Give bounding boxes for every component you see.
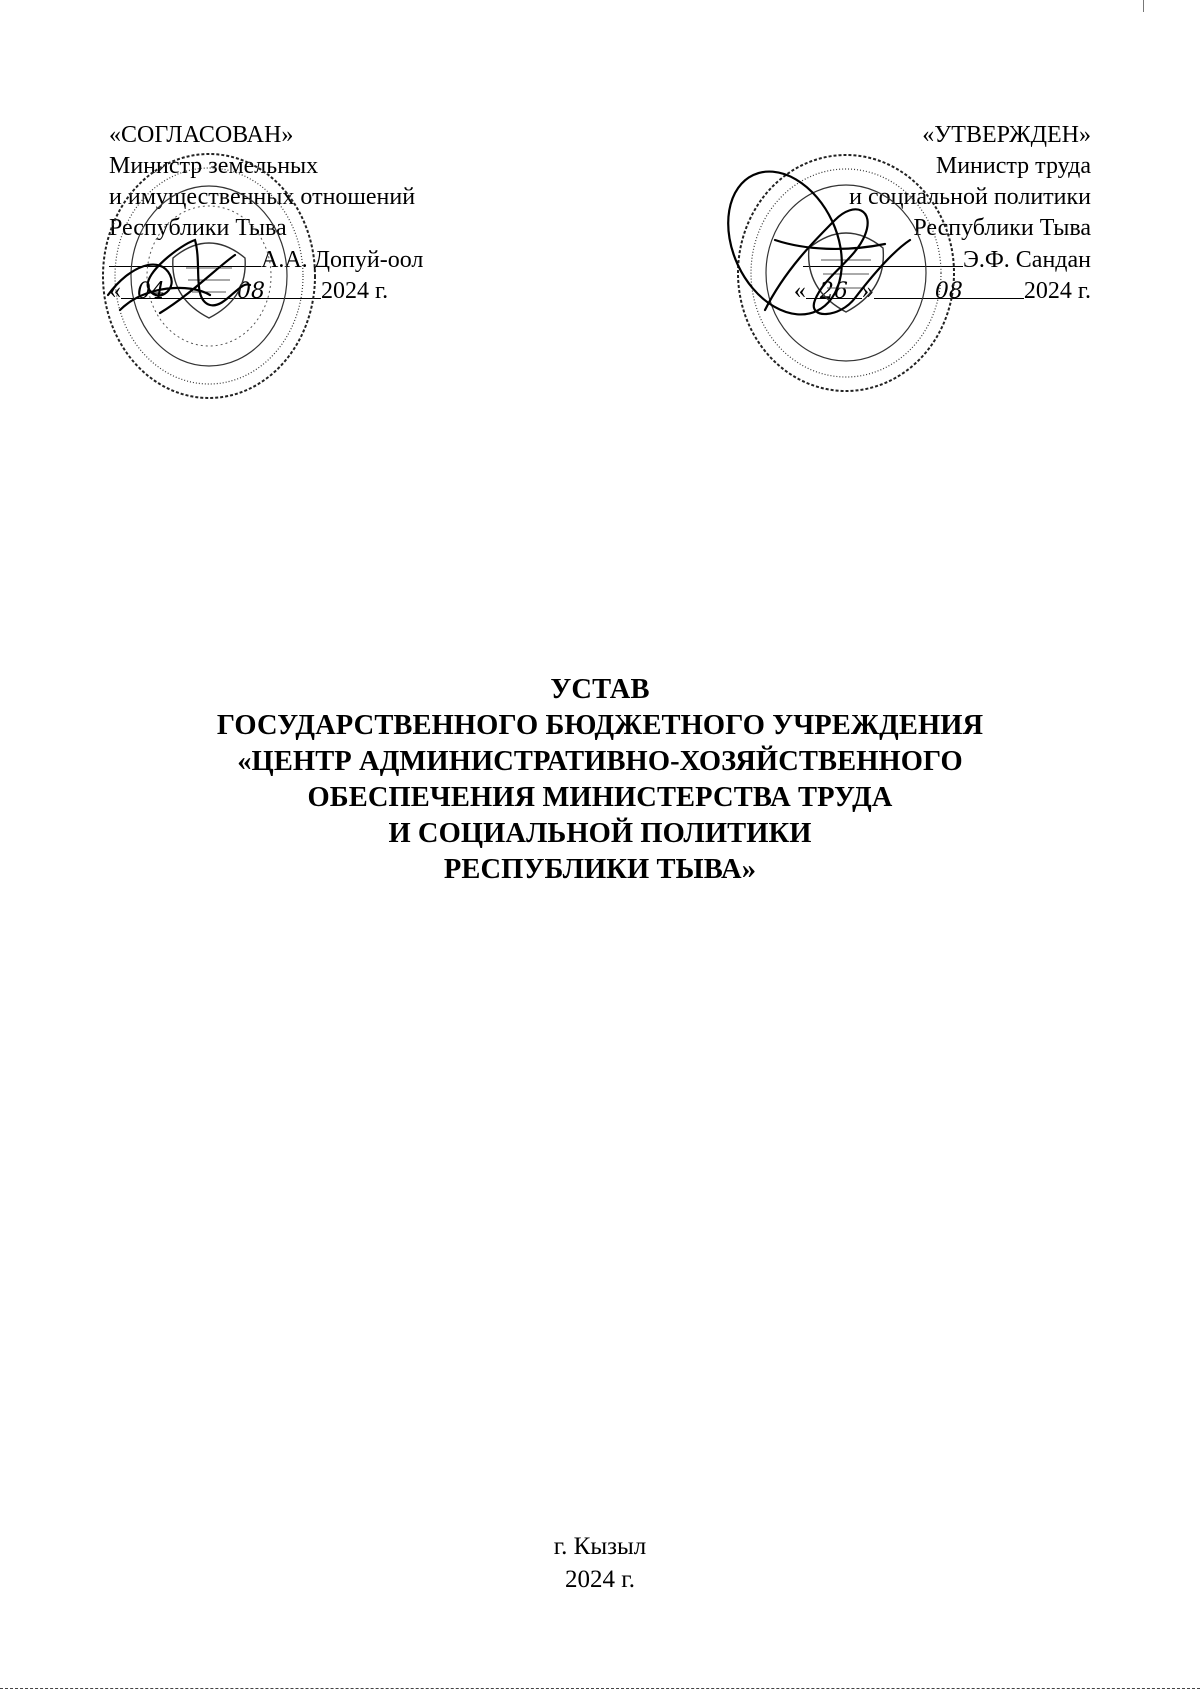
approval-position-line-2: и социальной политики — [849, 184, 1091, 210]
date-close-quote: » — [861, 278, 874, 304]
document-title — [0, 672, 1200, 888]
title-line-4: ОБЕСПЕЧЕНИЯ МИНИСТЕРСТВА ТРУДА — [307, 782, 893, 813]
signature-right-icon — [745, 180, 925, 340]
scan-mark — [1143, 0, 1144, 12]
approval-heading: «УТВЕРЖДЕН» — [922, 122, 1091, 148]
title-line-3: «ЦЕНТР АДМИНИСТРАТИВНО-ХОЗЯЙСТВЕННОГО — [237, 746, 963, 777]
approval-date-year: 2024 г. — [1023, 278, 1091, 304]
agreement-position-line-2: и имущественных отношений — [109, 184, 416, 210]
agreement-heading: «СОГЛАСОВАН» — [109, 122, 294, 148]
footer-city: г. Кызыл — [553, 1533, 647, 1560]
date-open-quote: « — [793, 278, 806, 304]
agreement-date-year: 2024 г. — [321, 278, 389, 304]
document-footer — [0, 1530, 1200, 1596]
approval-position-line-1: Министр труда — [935, 153, 1091, 179]
approval-position-line-3: Республики Тыва — [913, 215, 1091, 241]
date-open-quote: « — [109, 278, 121, 304]
agreement-position-line-1: Министр земельных — [109, 153, 319, 179]
date-day-handwritten: 26 — [819, 279, 848, 304]
title-line-2: ГОСУДАРСТВЕННОГО БЮДЖЕТНОГО УЧРЕЖДЕНИЯ — [216, 710, 984, 741]
date-month-handwritten: 08 — [934, 279, 963, 304]
date-day-handwritten: 04 — [137, 279, 165, 304]
title-line-5: И СОЦИАЛЬНОЙ ПОЛИТИКИ — [388, 818, 812, 849]
title-line-1: УСТАВ — [550, 674, 650, 705]
agreement-signatory: А.А. Допуй-оол — [261, 247, 424, 273]
footer-year: 2024 г. — [565, 1566, 635, 1593]
agreement-position-line-3: Республики Тыва — [109, 215, 287, 241]
approval-signatory: Э.Ф. Сандан — [962, 247, 1091, 273]
scan-bottom-edge — [0, 1688, 1200, 1689]
signature-left-icon — [100, 225, 300, 320]
title-line-6: РЕСПУБЛИКИ ТЫВА» — [443, 854, 757, 885]
date-month-handwritten: 08 — [237, 279, 265, 304]
